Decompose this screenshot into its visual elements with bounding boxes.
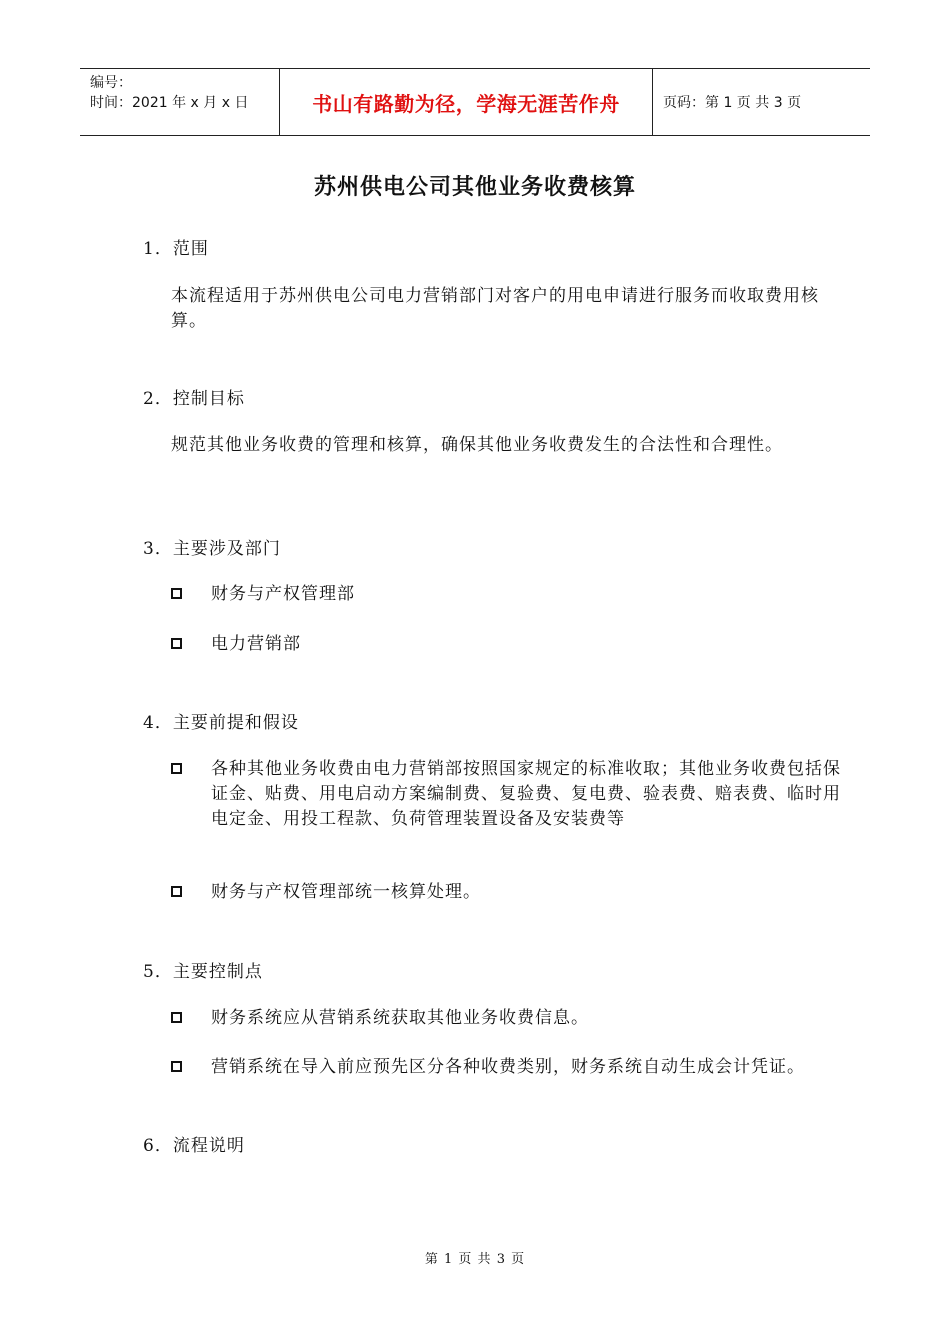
section-paragraph-objective: 规范其他业务收费的管理和核算，确保其他业务收费发生的合法性和合理性。 [171, 435, 783, 455]
section-heading-scope: 1．范围 [143, 239, 209, 259]
list-item-text: 电力营销部 [211, 634, 301, 654]
list-item [171, 582, 841, 607]
list-item [171, 880, 841, 905]
section-heading-assumptions: 4．主要前提和假设 [143, 713, 299, 733]
list-item [171, 1055, 841, 1080]
section-paragraph-scope: 本流程适用于苏州供电公司电力营销部门对客户的用电申请进行服务而收取费用核算。 [171, 286, 819, 331]
section-heading-control-points: 5．主要控制点 [143, 962, 263, 982]
header-page-cell [653, 69, 870, 135]
list-item [171, 757, 841, 832]
header-page-label: 页码：第 1 页 共 3 页 [663, 95, 802, 111]
checkbox-bullet-icon [171, 638, 182, 649]
document-time-label: 时间：2021 年 x 月 x 日 [90, 95, 249, 111]
list-item [171, 1006, 841, 1031]
list-item-text: 财务系统应从营销系统获取其他业务收费信息。 [211, 1008, 589, 1028]
checkbox-bullet-icon [171, 588, 182, 599]
checkbox-bullet-icon [171, 886, 182, 897]
header-motto-cell [280, 69, 653, 135]
page-footer: 第 1 页 共 3 页 [424, 1252, 526, 1267]
list-item [171, 632, 841, 657]
section-heading-process: 6．流程说明 [143, 1136, 245, 1156]
checkbox-bullet-icon [171, 1061, 182, 1072]
checkbox-bullet-icon [171, 763, 182, 774]
list-item-text: 财务与产权管理部 [211, 584, 355, 604]
list-item-text: 营销系统在导入前应预先区分各种收费类别，财务系统自动生成会计凭证。 [211, 1057, 805, 1077]
section-heading-departments: 3．主要涉及部门 [143, 539, 281, 559]
header-motto: 书山有路勤为径，学海无涯苦作舟 [312, 91, 620, 116]
header-table [80, 68, 870, 136]
header-meta-cell [80, 69, 280, 135]
list-item-text: 各种其他业务收费由电力营销部按照国家规定的标准收取；其他业务收费包括保证金、贴费、用电启动方案编制费、复验费、复电费、验表费、赔表费、临时用电定金、用投工程款、负荷管理装置设备及安装费等 [211, 759, 841, 829]
section-heading-objective: 2．控制目标 [143, 389, 245, 409]
checkbox-bullet-icon [171, 1012, 182, 1023]
document-title: 苏州供电公司其他业务收费核算 [313, 175, 636, 200]
document-number-label: 编号： [90, 75, 132, 91]
list-item-text: 财务与产权管理部统一核算处理。 [211, 882, 481, 902]
